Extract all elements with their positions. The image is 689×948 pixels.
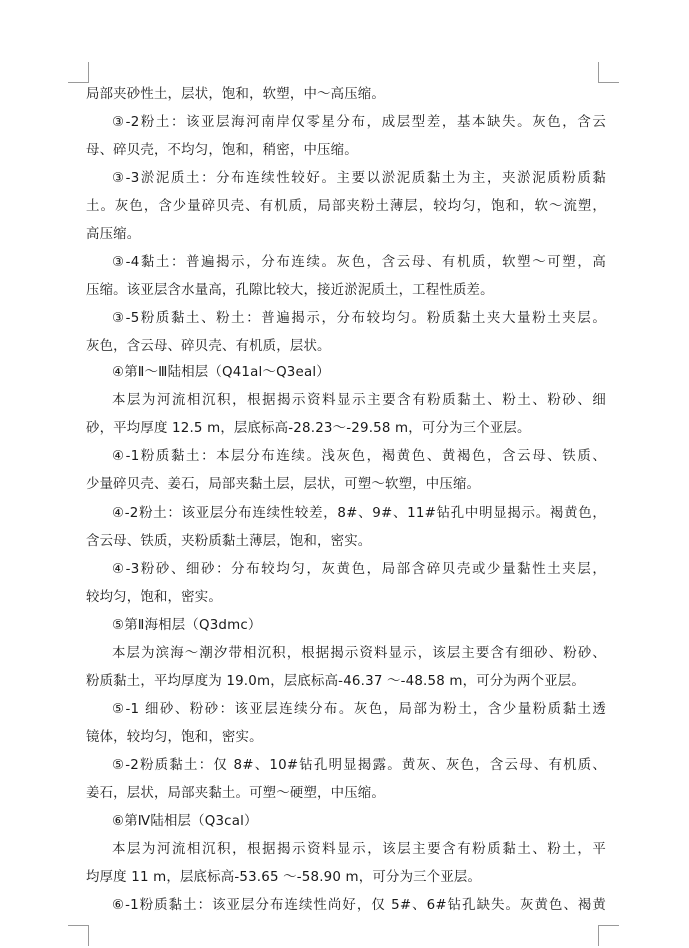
text-line: ⑥-1粉质黏土：该亚层分布连续性尚好，仅 5#、6#钻孔缺失。灰黄色、褐黄 [112,898,606,913]
text-line: ⑤-1 细砂、粉砂：该亚层连续分布。灰色，局部为粉土，含少量粉质黏土透 [112,702,606,717]
text-line: 压缩。该亚层含水量高，孔隙比较大，接近淤泥质土，工程性质差。 [86,283,494,298]
text-line: ④-3粉砂、细砂：分布较均匀，灰黄色，局部含碎贝壳或少量黏性土夹层， [112,562,606,577]
text-line: 本层为滨海～潮汐带相沉积，根据揭示资料显示，该层主要含有细砂、粉砂、 [112,646,606,661]
text-line: 砂，平均厚度 12.5 m，层底标高-28.23～-29.58 m，可分为三个亚层。 [86,421,531,436]
text-line: ④-1粉质黏土：本层分布连续。浅灰色，褐黄色、黄褐色，含云母、铁质、 [112,449,606,464]
text-line: 母、碎贝壳，不均匀，饱和，稍密，中压缩。 [86,143,358,158]
text-line: 含云母、铁质，夹粉质黏土薄层，饱和，密实。 [86,534,372,549]
section-heading: ④第Ⅱ～Ⅲ陆相层（Q41al～Q3eal） [112,365,330,380]
text-line: 高压缩。 [86,227,141,242]
page-corner-mark-bottom-left [68,925,89,946]
page-corner-mark-bottom-right [598,925,619,946]
section-heading: ⑤第Ⅱ海相层（Q3dmc） [112,618,262,633]
text-line: 镜体，较均匀，饱和，密实。 [86,730,263,745]
text-line: ③-2粉土：该亚层海河南岸仅零星分布，成层型差，基本缺失。灰色，含云 [112,115,606,130]
text-line: 土。灰色，含少量碎贝壳、有机质，局部夹粉土薄层，较均匀，饱和，软～流塑， [86,199,606,214]
text-line: ④-2粉土：该亚层分布连续性较差，8#、9#、11#钻孔中明显揭示。褐黄色， [112,506,606,521]
text-line: 灰色，含云母、碎贝壳、有机质，层状。 [86,339,331,354]
text-line: 本层为河流相沉积，根据揭示资料显示，该层主要含有粉质黏土、粉土，平 [112,842,606,857]
text-line: 粉质黏土，平均厚度为 19.0m，层底标高-46.37 ～-48.58 m，可分为两个亚层。 [86,674,585,689]
text-line: 少量碎贝壳、姜石，局部夹黏土层，层状，可塑～软塑，中压缩。 [86,477,481,492]
text-line: ③-4黏土：普遍揭示，分布连续。灰色，含云母、有机质，软塑～可塑，高 [112,255,606,270]
page-corner-mark-top-left [68,62,89,83]
text-line: 均厚度 11 m，层底标高-53.65 ～-58.90 m，可分为三个亚层。 [86,870,482,885]
page-corner-mark-top-right [598,62,619,83]
text-line: 姜石，层状，局部夹黏土。可塑～硬塑，中压缩。 [86,786,385,801]
text-line: ③-3淤泥质土：分布连续性较好。主要以淤泥质黏土为主，夹淤泥质粉质黏 [112,171,606,186]
text-line: ③-5粉质黏土、粉土：普遍揭示，分布较均匀。粉质黏土夹大量粉土夹层。 [112,311,606,326]
text-line: 本层为河流相沉积，根据揭示资料显示主要含有粉质黏土、粉土、粉砂、细 [112,393,606,408]
section-heading: ⑥第Ⅳ陆相层（Q3cal） [112,814,258,829]
text-line: 较均匀，饱和，密实。 [86,590,222,605]
text-line: ⑤-2粉质黏土：仅 8#、10#钻孔明显揭露。黄灰、灰色，含云母、有机质、 [112,758,606,773]
text-line: 局部夹砂性土，层状，饱和，软塑，中～高压缩。 [86,87,385,102]
